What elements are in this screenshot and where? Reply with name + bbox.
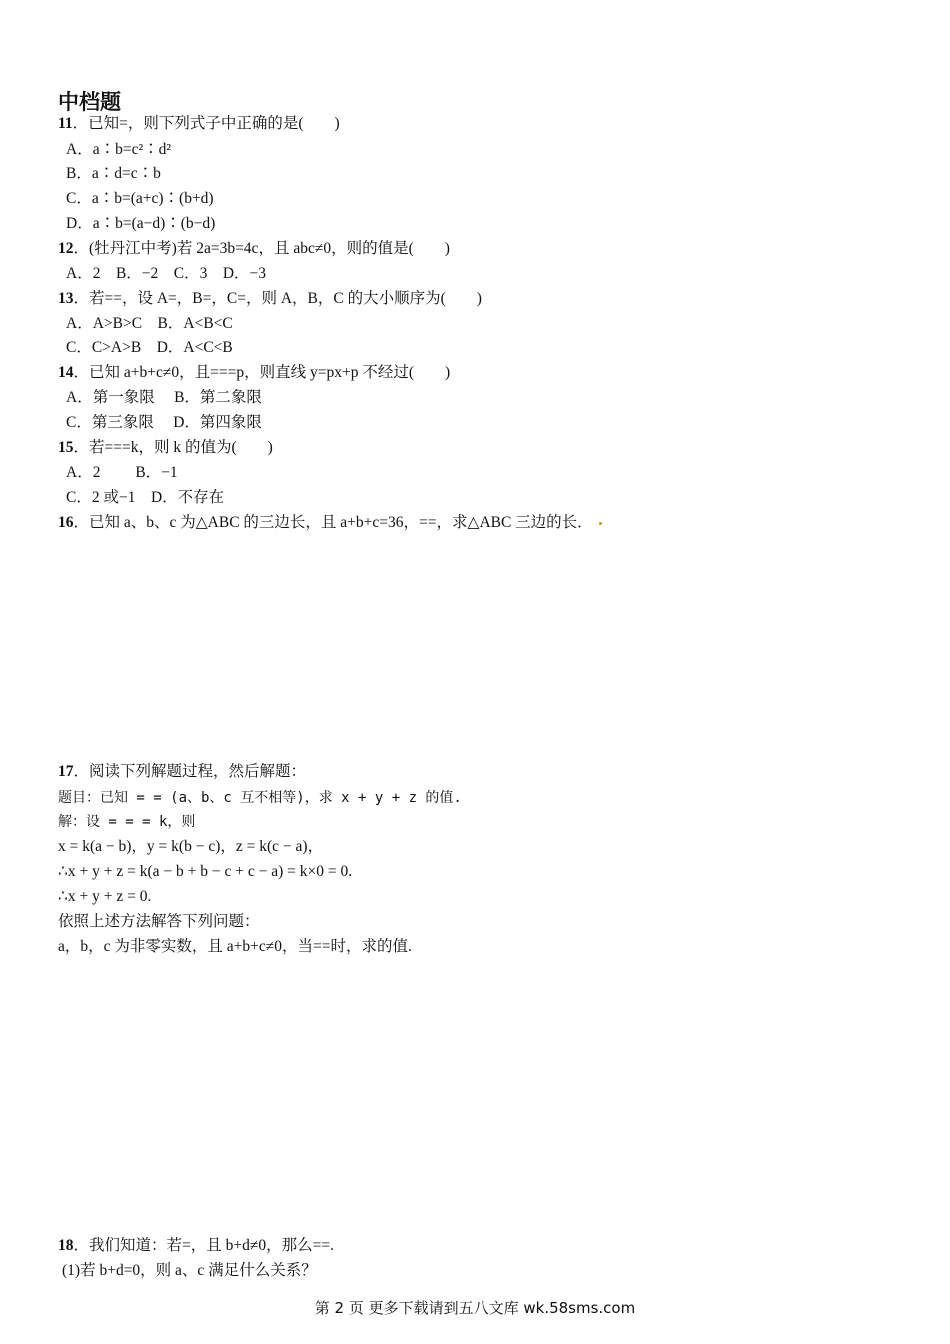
question-16 [58,513,602,533]
question-text: ．若===k，则 k 的值为( ) [73,439,273,456]
solution-line: ∴x + y + z = 0. [58,888,152,905]
question-12 [58,239,450,259]
solution-line: x = k(a − b)，y = k(b − c)，z = k(c − a)， [58,838,324,855]
sub-question: (1)若 b+d=0，则 a、c 满足什么关系？ [62,1262,317,1279]
question-number: 13 [58,290,74,307]
options-row: A．第一象限 B．第二象限 [66,389,262,406]
dot-mark [599,522,602,525]
option-c: C．a∶b=(a+c)∶(b+d) [66,190,214,207]
question-number: 15 [58,439,74,456]
question-number: 16 [58,514,74,531]
question-text: ．已知 a+b+c≠0，且===p，则直线 y=px+p 不经过( ) [73,364,451,381]
question-11 [58,114,340,134]
options-row: C．C>A>B D．A<C<B [66,339,233,356]
solution-line: 解：设 = = = k，则 [58,814,196,830]
solution-line: 依照上述方法解答下列问题： [58,913,260,930]
question-15 [58,438,273,458]
options-row: A．A>B>C B．A<B<C [66,315,233,332]
solution-line: 题目：已知 = = (a、b、c 互不相等)，求 x + y + z 的值. [58,790,462,806]
question-number: 17 [58,763,74,780]
question-text: ．已知=，则下列式子中正确的是( ) [72,115,340,132]
question-13 [58,289,482,309]
options-row: A．2 B．−2 C．3 D．−3 [66,265,267,282]
question-text: ．我们知道：若=，且 b+d≠0，那么==. [73,1237,334,1254]
question-14 [58,363,450,383]
question-text: ．阅读下列解题过程，然后解题： [73,763,307,780]
page-footer: 第 2 页 更多下载请到五八文库 wk.58sms.com [314,1299,636,1317]
option-b: B．a∶d=c∶b [66,165,161,182]
option-a: A．a∶b=c²∶d² [66,141,171,158]
options-row: C．2 或−1 D．不存在 [66,489,225,506]
question-number: 12 [58,240,74,257]
question-text: ．已知 a、b、c 为△ABC 的三边长，且 a+b+c=36，==，求△ABC 三边的长． [73,514,593,531]
solution-line: a，b，c 为非零实数，且 a+b+c≠0，当==时，求的值. [58,938,412,955]
options-row: A．2 B．−1 [66,464,178,481]
options-row: C．第三象限 D．第四象限 [66,414,262,431]
question-text: ．(牡丹江中考)若 2a=3b=4c，且 abc≠0，则的值是( ) [73,240,450,257]
solution-line: ∴x + y + z = k(a − b + b − c + c − a) = k×0 = 0. [58,863,353,880]
question-18 [58,1236,334,1256]
question-number: 14 [58,364,74,381]
question-text: ．若==，设 A=，B=，C=，则 A，B，C 的大小顺序为( ) [73,290,482,307]
question-17 [58,762,306,782]
option-d: D．a∶b=(a−d)∶(b−d) [66,215,216,232]
question-number: 18 [58,1237,74,1254]
question-number: 11 [58,115,73,132]
section-title: 中档题 [58,90,121,114]
